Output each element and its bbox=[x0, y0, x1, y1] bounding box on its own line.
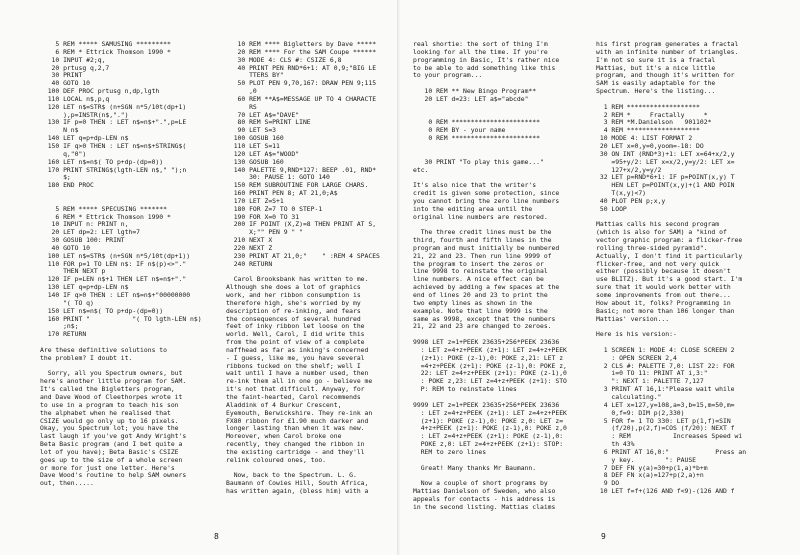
left-column-1: 5 REM ***** SAMUSING ********* 6 REM * Ettrick Thomson 1990 * 10 INPUT #2;q, 20 prtusg q,2,7 30 PRINT 40 GOTO 10 100 DEF PROC prtusg n,dp,lgth 110 LOCAL n$,p,q 120 LET n$=STR$ (n+SGN n*5/10t(dp+1) ),p=INSTR(n$,".") 130 IF p=0 THEN : LET n$=n$+".",p=LE N n$ 140 LET q=p+dp-LEN n$ 150 IF q>0 THEN : LET n$=n$+STRING$( q,"0") 160 LET n$=n$( TO p+dp-(dp=0)) 170 PRINT STRING$(lgth-LEN n$," ");n $; 180 END PROC 5 REM ***** SPECUSING ******* 6 REM * Ettrick Thomson 1990 * 10 INPUT n: PRINT n, 20 LET dp=2: LET lgth=7 30 GOSUB 100: PRINT 40 GOTO 10 100 LET n$=STR$ (n+SGN n*5/10t(dp+1)) 110 FOR p=1 TO LEN n$: IF n$(p)<>"." THEN NEXT p 120 IF p=LEN n$+1 THEN LET n$=n$+"." 130 LET q=p+dp-LEN n$ 140 IF q>0 THEN : LET n$=n$+"00000000 "( TO q) 150 LET n$=n$( TO p+dp-(dp=0)) 160 PRINT " "( TO lgth-LEN n$) ;n$; 170 RETURN Are these definitive solutions to the problem? I doubt it. Sorry, all you Spectrum owners, but here's another little program for SAM. It's called the Bigletters program, and Dave Wood of Cleethorpes wrote it to use in a program to teach his son the alphabet when he realised that CSIZE would go only up to 16 pixels. Okay, you Spectrum lot; you have the last laugh if you've got Andy Wright's Beta Basic program (and I bet quite a lot of you have); Beta Basic's CSIZE goes up to the size of a whole screen or more for just one letter. Here's Dave Wood's routine to help SAM owners out, then..... bbox=[40, 41, 202, 488]
left-column-2: 10 REM **** Bigletters by Dave ***** 20 REM **** For the SAM Coupe ****** 30 MODE 4: CLS #: CSIZE 6,8 40 PRINT PEN RND*6+1: AT 0,9;"BIG LE TTERS BY" 50 PLOT PEN 9,70,167: DRAW PEN 9;115 ,0 60 REM **A$=MESSAGE UP TO 4 CHARACTE RS 70 LET A$="DAVE" 80 REM S=PRINT LINE 90 LET S=3 100 GOSUB 160 110 LET S=11 120 LET A$="WOOD" 130 GOSUB 160 140 PALETTE 9,RND*127: BEEP .01, RND* 30: PAUSE 1: GOTO 140 150 REM SUBROUTINE FOR LARGE CHARS. 160 PRINT PEN 8; AT 21,0;A$ 170 LET Z=S+1 180 FOR Z=7 TO 0 STEP-1 190 FOR X=0 TO 31 200 IF POINT (X,Z)=8 THEN PRINT AT S, X;"" PEN 9 " " 210 NEXT X 220 NEXT Z 230 PRINT AT 21,0;" " :REM 4 SPACES 240 RETURN Carol Brooksbank has written to me. Although she does a lot of graphics work, and her ribbon consumption is therefore high, she's worried by my description of re-inking, and fears the consequences of several hundred feet of inky ribbon let loose on the world. Well, Carol, I did write this from the point of view of a complete naffhead as far as inking's concerned - I guess, like me, you have several ribbons tucked on the shelf; well I wait until I have a number used, then re-ink them all in one go - believe me it's not that difficult. Anyway, for the faint-hearted, Carol recommends Aladdink of 4 Burkur Crescent, Eyemouth, Berwickshire. They re-ink an FX80 ribbon for £1.90 much darker and longer lasting than when it was new. Moreover, when Carol broke one recently, they changed the ribbon in the existing cartridge - and they'll relink coloured ones, too. Now, back to the Spectrum. L. G. Baumann of Cowies Hill, South Africa, has written again, (bless him) with a bbox=[226, 41, 380, 496]
right-column-1: real shortie: the sort of thing I'm looking for all the time. If you're programming in Basic, It's rather nice to be able to add something like this to your program... 10 REM ** New Bingo Program** 20 LET d=23: LET a$="abcde" 0 REM *********************** 0 REM BY - your name 0 REM *********************** 30 PRINT "To play this game..." etc. It's also nice that the writer's credit is given some protection, since you cannot bring the zero line numbers into the editing area until the original line numbers are restored. The three credit lines must be the third, fourth and fifth lines in the program and must initially be numbered 21, 22 and 23. Then run line 9999 of the program to insert the zeros or line 9998 to reinstate the original line numbers. A nice effect can be achieved by adding a few spaces at the end of lines 20 and 23 to print the two empty lines as shown in the example. Note that line 9999 is the same as 9998, except that the numbers 21, 22 and 23 are changed to zeroes. 9998 LET z=1+PEEK 23635+256*PEEK 23636 : LET z=4+z+PEEK (z+1): LET z=4+z+PEEK (z+1): POKE (z-1),0: POKE z,21: LET z =4+z+PEEK (z+1): POKE (z-1),0: POKE z, 22: LET z=4+z+PEEK (z+1): POKE (z-1),0 : POKE z,23: LET z=4+z+PEEK (z+1): STO P: REM to reinstate lines 9999 LET z=1+PEEK 23635+256*PEEK 23636 : LET z=4+z+PEEK (z+1): LET z=4+z+PEEK (z+1): POKE (z-1),0: POKE z,0: LET z= 4+z+PEEK (z+1): POKE (z-1),0: POKE z,0 : LET z=4+z+PEEK (z+1): POKE (z-1),0: POKE z,0: LET z=4+z+PEEK (z+1): STOP: REM to zero lines Great! Many thanks Mr Baumann. Now a couple of short programs by Mattias Danielson of Sweden, who also appeals for contacts - his address is in the second listing. Mattias claims bbox=[413, 41, 567, 511]
page-number-left: 8 bbox=[214, 532, 219, 541]
page-number-right: 9 bbox=[601, 532, 606, 541]
right-column-2: his first program generates a fractal with an infinite number of triangles. I'm not so sure it is a fractal Mattias, but it's a nice little program, and though it's written for SAM is easily adaptable for the Spectrum. Here's the listing... 1 REM ******************* 2 REM * Fractally * 3 REM *M.Danielson 901102* 4 REM ******************* 10 MODE 4: LIST FORMAT 2 20 LET x=0,y=0,yoom=-18: DO 30 ON INT (RND*3)+1: LET x=64+x/2,y =95+y/2: LET x=x/2,y=y/2: LET x= 127+x/2,y=y/2 32 LET p=RND*6+1: IF p=POINT(x,y) T HEN LET p=POINT(x,y)+(1 AND POIN T(x,y)<7) 40 PLOT PEN p;x,y 50 LOOP Mattias calls his second program (which is also for SAM) a "kind of vector graphic program: a flicker-free rolling three-sided pyramid". Actually, I don't find it particularly flicker-free, and not very quick either (possibly because it doesn't use BLITZ). But it's a good start. I'm sure that it would work better with some improvements from out there... How about it, folks? Programming in Basic; not more than 106 longer than Mattias' version... Here is his version:- 1 SCREEN 1: MODE 4: CLOSE SCREEN 2 : OPEN SCREEN 2,4 2 CLS #: PALETTE 7,0: LIST 22: FOR i=0 TO 11: PRINT AT i,3:" ": NEXT i: PALETTE 7,127 3 PRINT AT 16,1:"Please wait while calculating." 4 LET x=127,y=108,a=3,b=15,m=50,m= 0,f=9: DIM p(2,330) 5 FOR f= 1 TO 330: LET p(1,f)=SIN (f/20),p(2,f)=COS (f/20): NEXT f : REM Increases Speed wi th 43% 6 PRINT AT 16,0:" Press an y key. ": PAUSE 7 DEF FN y(a)=30+p(1,a)*b+m 8 DEF FN x(a)=127+p(2,a)+n 9 DO 10 LET f=f+(126 AND f<9)-(126 AND f bbox=[596, 41, 747, 496]
